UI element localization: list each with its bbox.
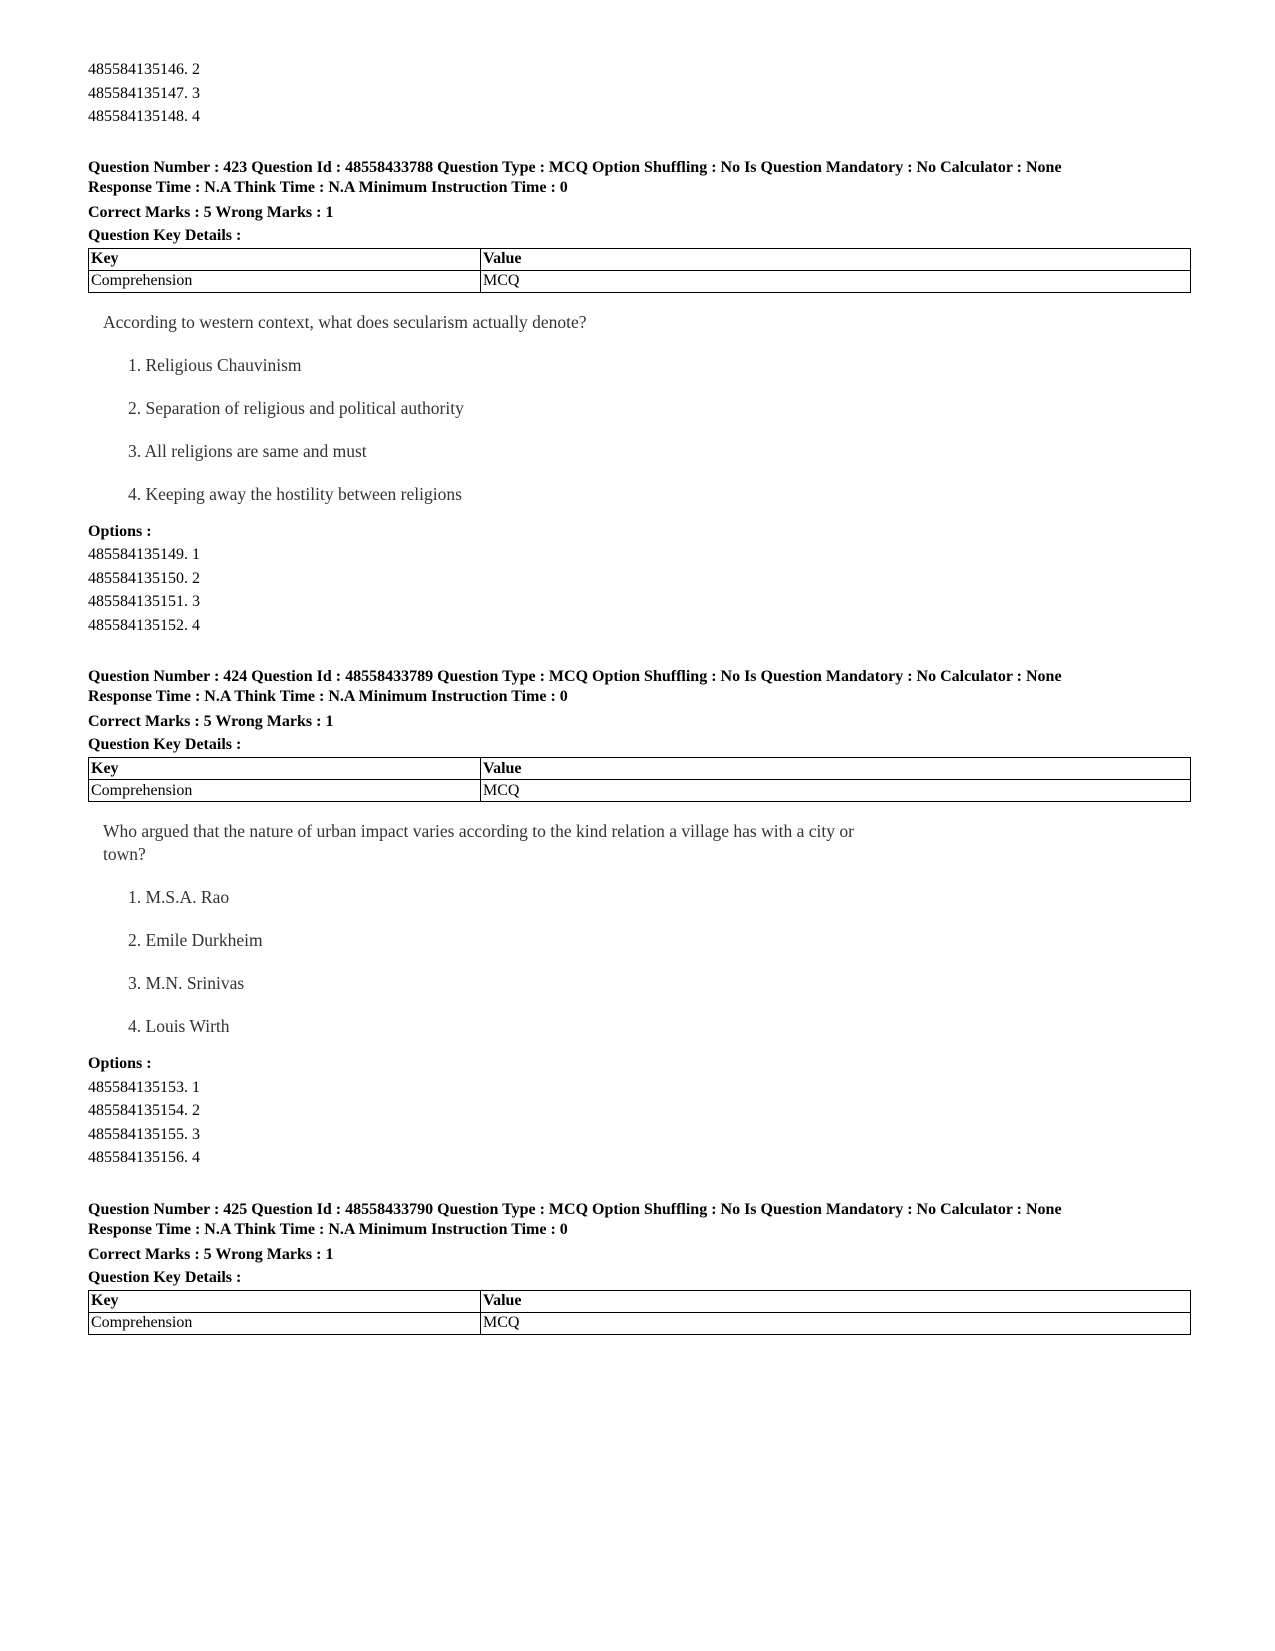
key-details-label: Question Key Details : <box>88 736 242 753</box>
key-details-label: Question Key Details : <box>88 226 242 244</box>
choice-list <box>128 886 1188 1038</box>
choice-list <box>128 354 1188 506</box>
value-cell: MCQ <box>481 1312 1191 1334</box>
option-line: 485584135147. 3 <box>88 84 200 102</box>
question-header-line1: Question Number : 423 Question Id : 48558433788 Question Type : MCQ Option Shuffling : No Is Question Mandatory : No Calculator : None <box>88 158 1062 176</box>
question-header-line1: Question Number : 425 Question Id : 48558433790 Question Type : MCQ Option Shuffling : No Is Question Mandatory : No Calculator : None <box>88 1200 1062 1218</box>
value-header: Value <box>481 1290 1191 1312</box>
choice-item: 3. M.N. Srinivas <box>128 973 245 993</box>
choice-item: 1. M.S.A. Rao <box>128 887 230 907</box>
choice-item: 4. Louis Wirth <box>128 1016 230 1036</box>
option-line: 485584135155. 3 <box>88 1125 200 1143</box>
key-details-table <box>88 248 1191 293</box>
previous-options-list <box>88 58 1188 129</box>
question-header-line2: Response Time : N.A Think Time : N.A Minimum Instruction Time : 0 <box>88 178 568 196</box>
options-list <box>88 520 1188 638</box>
marks-line: Correct Marks : 5 Wrong Marks : 1 <box>88 713 334 730</box>
document-page <box>88 58 1188 1335</box>
option-line: 485584135148. 4 <box>88 108 200 125</box>
question-header-line1: Question Number : 424 Question Id : 48558433789 Question Type : MCQ Option Shuffling : No Is Question Mandatory : No Calculator : None <box>88 668 1062 685</box>
choice-item: 1. Religious Chauvinism <box>128 354 302 375</box>
key-header: Key <box>89 1290 481 1312</box>
option-line: 485584135151. 3 <box>88 593 200 610</box>
table-header-row <box>89 758 1191 780</box>
key-header: Key <box>89 248 481 270</box>
question-stem: According to western context, what does secularism actually denote? <box>103 311 587 332</box>
table-row <box>89 270 1191 292</box>
key-cell: Comprehension <box>89 1312 481 1334</box>
options-label: Options : <box>88 1055 152 1072</box>
table-header-row <box>89 1290 1191 1312</box>
key-cell: Comprehension <box>89 780 481 802</box>
option-line: 485584135153. 1 <box>88 1078 200 1096</box>
key-details-label: Question Key Details : <box>88 1268 242 1286</box>
table-row <box>89 780 1191 802</box>
question-header-line2: Response Time : N.A Think Time : N.A Minimum Instruction Time : 0 <box>88 1220 568 1238</box>
key-details-table <box>88 757 1191 802</box>
marks-line: Correct Marks : 5 Wrong Marks : 1 <box>88 203 334 221</box>
question-block-425 <box>88 1200 1188 1335</box>
option-line: 485584135150. 2 <box>88 569 200 587</box>
question-stem-line1: Who argued that the nature of urban impact varies according to the kind relation a village has with a city or <box>103 821 854 841</box>
option-line: 485584135156. 4 <box>88 1149 200 1166</box>
question-block-424 <box>88 667 1188 1170</box>
key-details-table <box>88 1290 1191 1335</box>
key-cell: Comprehension <box>89 270 481 292</box>
choice-item: 2. Separation of religious and political authority <box>128 397 464 418</box>
option-line: 485584135149. 1 <box>88 546 200 563</box>
value-cell: MCQ <box>481 270 1191 292</box>
table-row <box>89 1312 1191 1334</box>
question-block-423 <box>88 158 1188 638</box>
choice-item: 3. All religions are same and must <box>128 440 367 461</box>
question-stem <box>103 820 1003 866</box>
option-line: 485584135146. 2 <box>88 61 200 78</box>
option-line: 485584135152. 4 <box>88 616 200 634</box>
choice-item: 2. Emile Durkheim <box>128 930 263 950</box>
value-header: Value <box>481 248 1191 270</box>
option-line: 485584135154. 2 <box>88 1102 200 1119</box>
key-header: Key <box>89 758 481 780</box>
options-label: Options : <box>88 522 152 540</box>
value-cell: MCQ <box>481 780 1191 802</box>
marks-line: Correct Marks : 5 Wrong Marks : 1 <box>88 1245 334 1263</box>
table-header-row <box>89 248 1191 270</box>
options-list <box>88 1052 1188 1170</box>
choice-item: 4. Keeping away the hostility between religions <box>128 483 462 504</box>
question-stem-line2: town? <box>103 844 146 864</box>
question-header-line2: Response Time : N.A Think Time : N.A Minimum Instruction Time : 0 <box>88 688 568 705</box>
value-header: Value <box>481 758 1191 780</box>
